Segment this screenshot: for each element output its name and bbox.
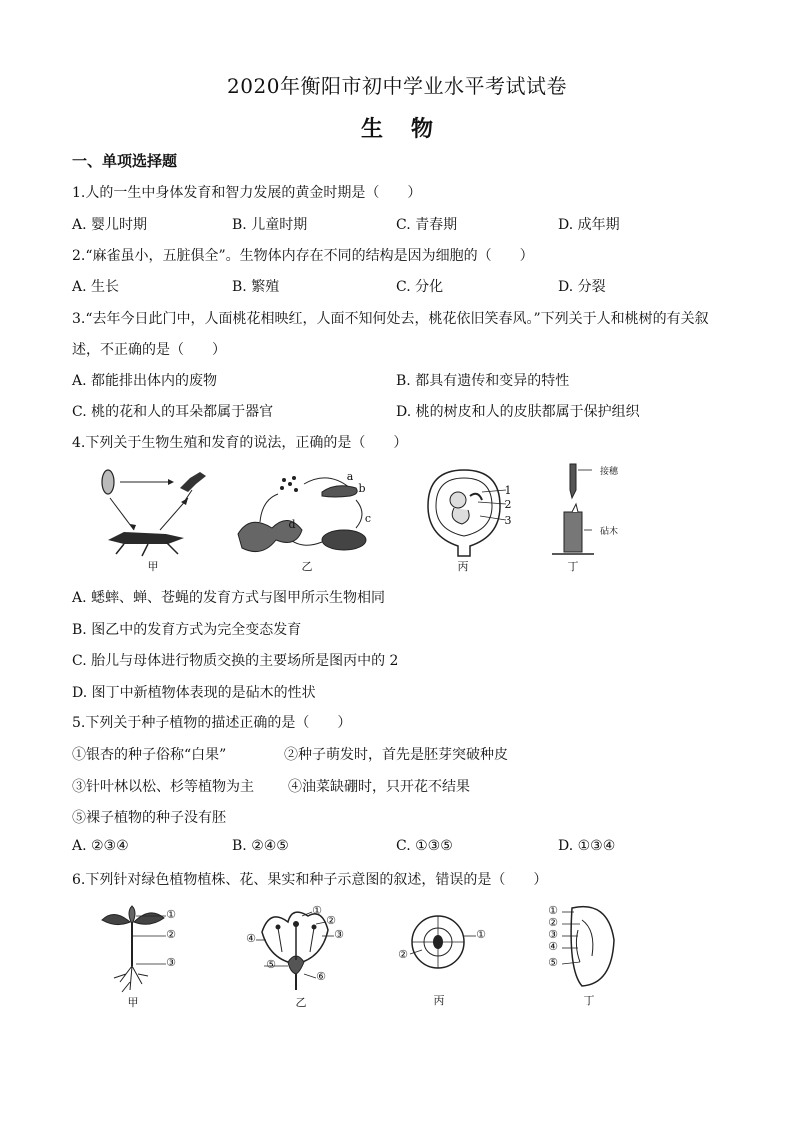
q6-yi-label-6: ⑥: [316, 970, 326, 983]
q2-option-b: B. 繁殖: [232, 279, 280, 295]
q4-ding-label-scion: 接穗: [599, 467, 618, 477]
q5-stem: 5.下列关于种子植物的描述正确的是（ ）: [72, 715, 352, 731]
q6-caption-bing: 丙: [433, 994, 445, 1007]
plant-drawing: [90, 902, 200, 994]
q4-option-b: B. 图乙中的发育方式为完全变态发育: [72, 622, 302, 638]
exam-title: 2020年衡阳市初中学业水平考试试卷: [227, 74, 567, 98]
fruit-drawing: [402, 906, 502, 992]
q4-yi-label-b: b: [358, 482, 366, 495]
q6-figure-bing: [398, 906, 502, 1012]
q6-yi-label-3: ③: [334, 928, 344, 941]
q6-caption-jia: 甲: [127, 996, 139, 1009]
q1-option-b: B. 儿童时期: [232, 217, 308, 233]
q2-option-d: D. 分裂: [558, 279, 606, 295]
q3-stem-line1: 3.“去年今日此门中，人面桃花相映红，人面不知何处去，桃花依旧笑春风。”下列关于人和桃树的有关叙: [72, 311, 709, 327]
q6-ding-label-1: ①: [548, 904, 558, 917]
q3-option-a: A. 都能排出体内的废物: [72, 373, 218, 389]
q6-figure-jia: [90, 902, 200, 1012]
q1-option-a: A. 婴儿时期: [72, 217, 148, 233]
q4-figure-yi: [232, 468, 382, 573]
seed-drawing: [552, 900, 652, 992]
q4-yi-label-c: c: [364, 512, 372, 525]
q4-figure-bing: [418, 466, 528, 573]
q6-caption-ding: 丁: [583, 994, 595, 1007]
q4-bing-label-3: 3: [504, 514, 512, 527]
q4-caption-bing: 丙: [457, 560, 469, 573]
q4-caption-ding: 丁: [567, 560, 579, 573]
q2-option-c: C. 分化: [396, 279, 444, 295]
flower-drawing: [242, 902, 362, 994]
q4-figure-ding: [548, 460, 658, 573]
q4-bing-label-1: 1: [504, 484, 512, 497]
grasshopper-cycle-drawing: [88, 468, 218, 558]
q4-figure-jia: [88, 468, 218, 573]
q5-statement-3: ③针叶林以松、杉等植物为主: [72, 779, 254, 795]
q5-statement-1: ①银杏的种子俗称“白果”: [72, 747, 227, 763]
q6-ding-label-3: ③: [548, 928, 558, 941]
q6-jia-label-2: ②: [166, 928, 176, 941]
q5-statement-2: ②种子萌发时，首先是胚芽突破种皮: [284, 747, 508, 763]
q3-option-d: D. 桃的树皮和人的皮肤都属于保护组织: [396, 404, 640, 420]
q3-option-b: B. 都具有遗传和变异的特性: [396, 373, 570, 389]
fetus-uterus-drawing: [418, 466, 528, 556]
q6-bing-label-2: ②: [398, 948, 408, 961]
q6-figure-ding: [548, 900, 652, 1012]
q2-stem: 2.“麻雀虽小，五脏俱全”。生物体内存在不同的结构是因为细胞的（ ）: [72, 248, 534, 264]
q6-stem: 6.下列针对绿色植物植株、花、果实和种子示意图的叙述，错误的是（ ）: [72, 872, 548, 888]
q6-yi-label-1: ①: [312, 904, 322, 917]
q4-ding-label-stock: 砧木: [599, 527, 618, 537]
q4-caption-yi: 乙: [301, 560, 313, 573]
q6-yi-label-4: ④: [246, 932, 256, 945]
q6-ding-label-2: ②: [548, 916, 558, 929]
q1-option-d: D. 成年期: [558, 217, 620, 233]
q4-yi-label-a: a: [346, 470, 354, 483]
q5-statement-5: ⑤裸子植物的种子没有胚: [72, 810, 226, 826]
q4-option-c: C. 胎儿与母体进行物质交换的主要场所是图丙中的 2: [72, 653, 399, 669]
q4-yi-label-d: d: [288, 518, 296, 531]
q3-option-c: C. 桃的花和人的耳朵都属于器官: [72, 404, 274, 420]
q6-bing-label-1: ①: [476, 928, 486, 941]
q1-stem: 1.人的一生中身体发育和智力发展的黄金时期是（ ）: [72, 185, 422, 201]
q4-bing-label-2: 2: [504, 498, 512, 511]
q6-figure-yi: [242, 902, 362, 1012]
q3-stem-line2: 述，不正确的是（ ）: [72, 342, 226, 358]
q5-statement-4: ④油菜缺硼时，只开花不结果: [288, 779, 470, 795]
q6-caption-yi: 乙: [295, 996, 307, 1009]
subject-title: 生物: [360, 116, 461, 142]
q1-option-c: C. 青春期: [396, 217, 458, 233]
q6-yi-label-2: ②: [326, 914, 336, 927]
q5-option-a: A. ②③④: [72, 838, 129, 854]
q6-jia-label-3: ③: [166, 956, 176, 969]
q4-option-d: D. 图丁中新植物体表现的是砧木的性状: [72, 685, 316, 701]
q5-option-d: D. ①③④: [558, 838, 616, 854]
q4-option-a: A. 蟋蟀、蝉、苍蝇的发育方式与图甲所示生物相同: [72, 590, 386, 606]
q4-stem: 4.下列关于生物生殖和发育的说法，正确的是（ ）: [72, 435, 408, 451]
q6-jia-label-1: ①: [166, 908, 176, 921]
section-heading: 一、单项选择题: [72, 152, 178, 170]
q2-option-a: A. 生长: [72, 279, 120, 295]
q5-option-c: C. ①③⑤: [396, 838, 453, 854]
q5-option-b: B. ②④⑤: [232, 838, 289, 854]
q6-ding-label-5: ⑤: [548, 956, 558, 969]
q6-yi-label-5: ⑤: [266, 958, 276, 971]
q6-ding-label-4: ④: [548, 940, 558, 953]
q4-caption-jia: 甲: [147, 560, 159, 573]
